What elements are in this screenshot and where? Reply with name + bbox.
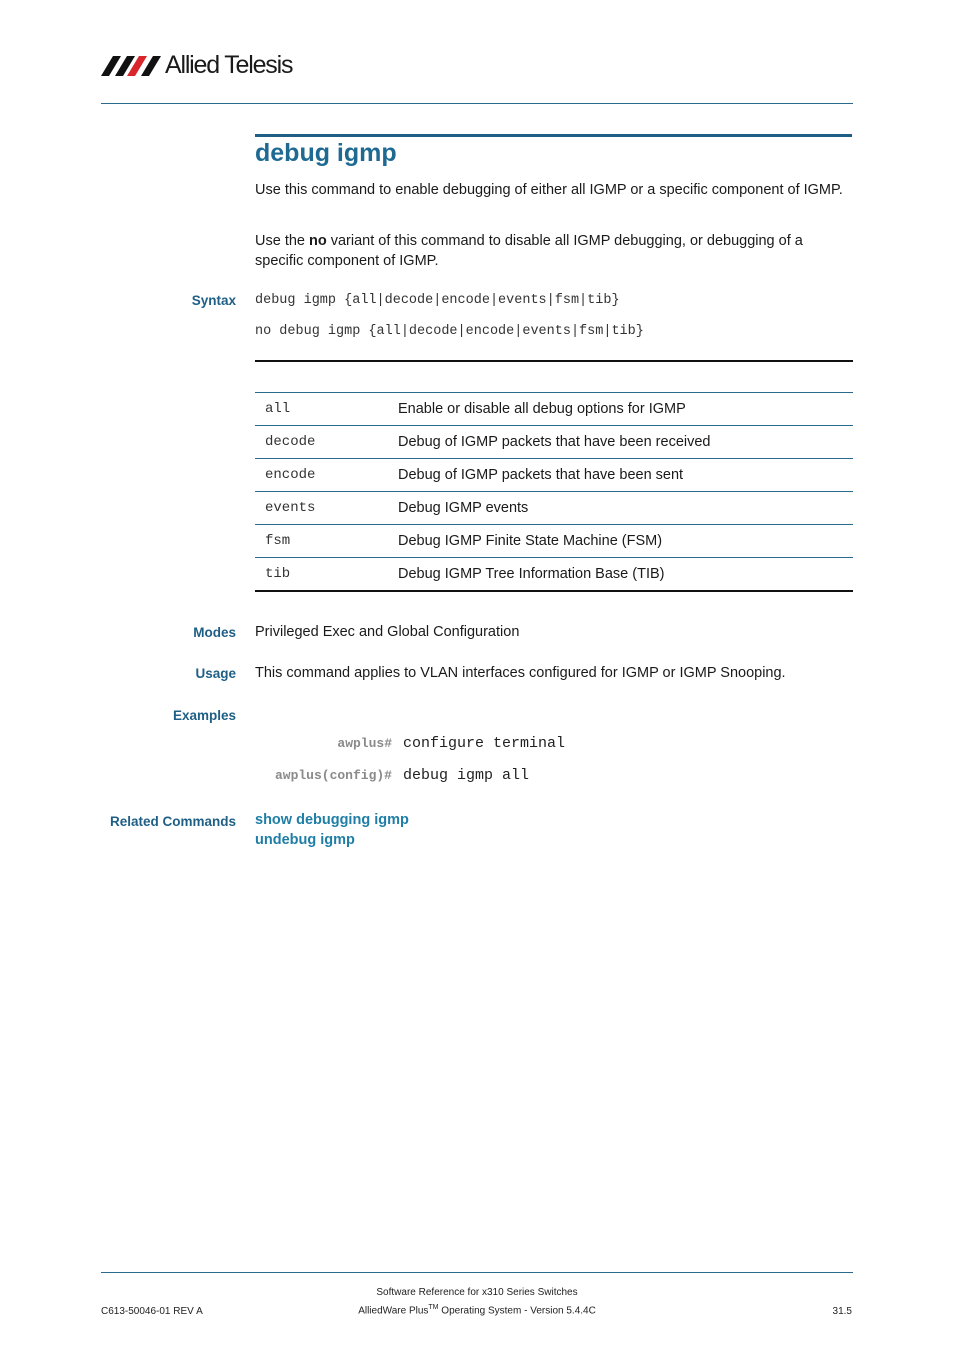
param-description: Debug IGMP events [398,492,853,525]
param-keyword: tib [255,558,398,592]
param-description: Debug IGMP Tree Information Base (TIB) [398,558,853,592]
footer-page-number: 31.5 [832,1306,852,1317]
example-prompt: awplus# [337,735,392,751]
page-title: debug igmp [255,139,397,167]
no-variant-pre: Use the [255,233,309,249]
example-command: debug igmp all [403,766,530,784]
logo-wordmark: Allied Telesis [165,50,293,79]
footer-os-name: AlliedWare Plus [358,1305,429,1317]
footer-doc-id: C613-50046-01 REV A [101,1306,203,1317]
examples-block [255,727,853,791]
param-row [255,525,853,558]
syntax-line-enable: debug igmp {all|decode|encode|events|fsm|tib} [255,293,620,308]
param-keyword: fsm [255,525,398,558]
related-link-undebug-igmp[interactable]: undebug igmp [255,832,355,848]
intro-paragraph: Use this command to enable debugging of either all IGMP or a specific component of IGMP. [255,182,843,198]
header-divider [101,103,853,104]
example-line [255,759,853,791]
usage-label: Usage [195,666,236,681]
param-row [255,459,853,492]
title-rule [255,134,852,137]
syntax-label: Syntax [191,293,236,308]
param-description: Debug of IGMP packets that have been received [398,426,853,459]
modes-label: Modes [193,625,236,640]
param-keyword: encode [255,459,398,492]
example-command: configure terminal [403,734,566,752]
param-keyword: decode [255,426,398,459]
footer-os-suffix: Operating System - Version 5.4.4C [438,1305,596,1317]
syntax-line-disable: no debug igmp {all|decode|encode|events|fsm|tib} [255,324,644,339]
param-description: Enable or disable all debug options for IGMP [398,393,853,426]
no-variant-paragraph [255,231,845,271]
no-keyword: no [309,233,327,249]
param-row [255,492,853,525]
param-row [255,558,853,592]
param-row [255,426,853,459]
examples-label: Examples [172,708,236,723]
example-prompt: awplus(config)# [274,767,392,783]
param-keyword: events [255,492,398,525]
parameter-table [255,392,853,592]
param-description: Debug of IGMP packets that have been sent [398,459,853,492]
param-keyword: all [255,393,398,426]
modes-text: Privileged Exec and Global Configuration [255,624,520,640]
related-link-show-debugging-igmp[interactable]: show debugging igmp [255,812,409,828]
company-logo [101,50,292,80]
related-commands-label: Related Commands [109,814,236,829]
allied-telesis-mark-icon [101,54,163,76]
footer-title: Software Reference for x310 Series Switches [376,1287,578,1298]
param-row [255,393,853,426]
footer-divider [101,1272,853,1273]
usage-text: This command applies to VLAN interfaces configured for IGMP or IGMP Snooping. [255,665,786,681]
no-variant-post: variant of this command to disable all IGMP debugging, or debugging of a specific component of IGMP. [255,233,803,269]
syntax-table-top-rule [255,360,853,362]
example-line [255,727,853,759]
param-description: Debug IGMP Finite State Machine (FSM) [398,525,853,558]
trademark-superscript: TM [428,1304,439,1311]
